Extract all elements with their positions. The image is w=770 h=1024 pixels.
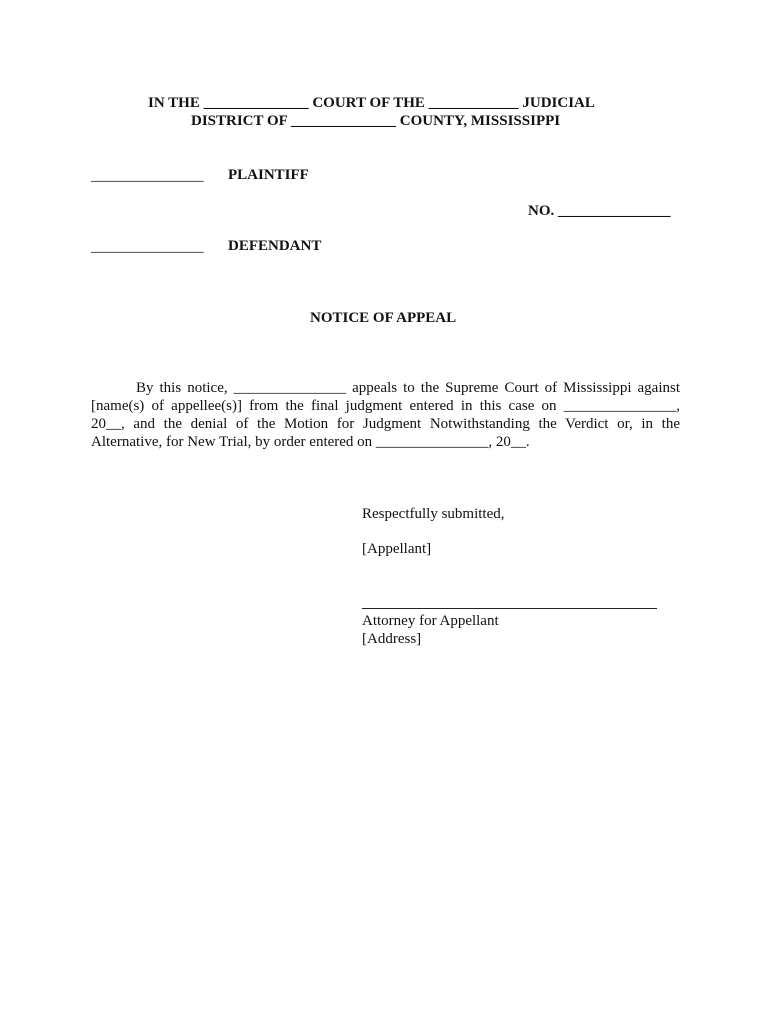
plaintiff-blank: _______________ (91, 168, 204, 184)
caption-line-2: DISTRICT OF ______________ COUNTY, MISSISSIPPI (191, 113, 561, 129)
plaintiff-label: PLAINTIFF (228, 167, 309, 183)
address-placeholder: [Address] (362, 631, 422, 647)
attorney-label: Attorney for Appellant (362, 613, 499, 629)
body-line-1: By this notice, _______________ appeals to the Supreme Court of Mississippi against (136, 380, 680, 396)
document-title: NOTICE OF APPEAL (310, 310, 457, 326)
case-number: NO. _______________ (528, 203, 671, 219)
body-line-3: 20__, and the denial of the Motion for Judgment Notwithstanding the Verdict or, in the (91, 416, 680, 432)
caption-line-1: IN THE ______________ COURT OF THE ____________ JUDICIAL (148, 95, 595, 111)
body-line-2: [name(s) of appellee(s)] from the final judgment entered in this case on _______________, (91, 398, 680, 414)
defendant-label: DEFENDANT (228, 238, 322, 254)
appellant-placeholder: [Appellant] (362, 541, 432, 557)
signature-line (362, 608, 657, 609)
body-line-4: Alternative, for New Trial, by order entered on _______________, 20__. (91, 434, 530, 450)
closing-text: Respectfully submitted, (362, 506, 505, 522)
defendant-blank: _______________ (91, 239, 204, 255)
